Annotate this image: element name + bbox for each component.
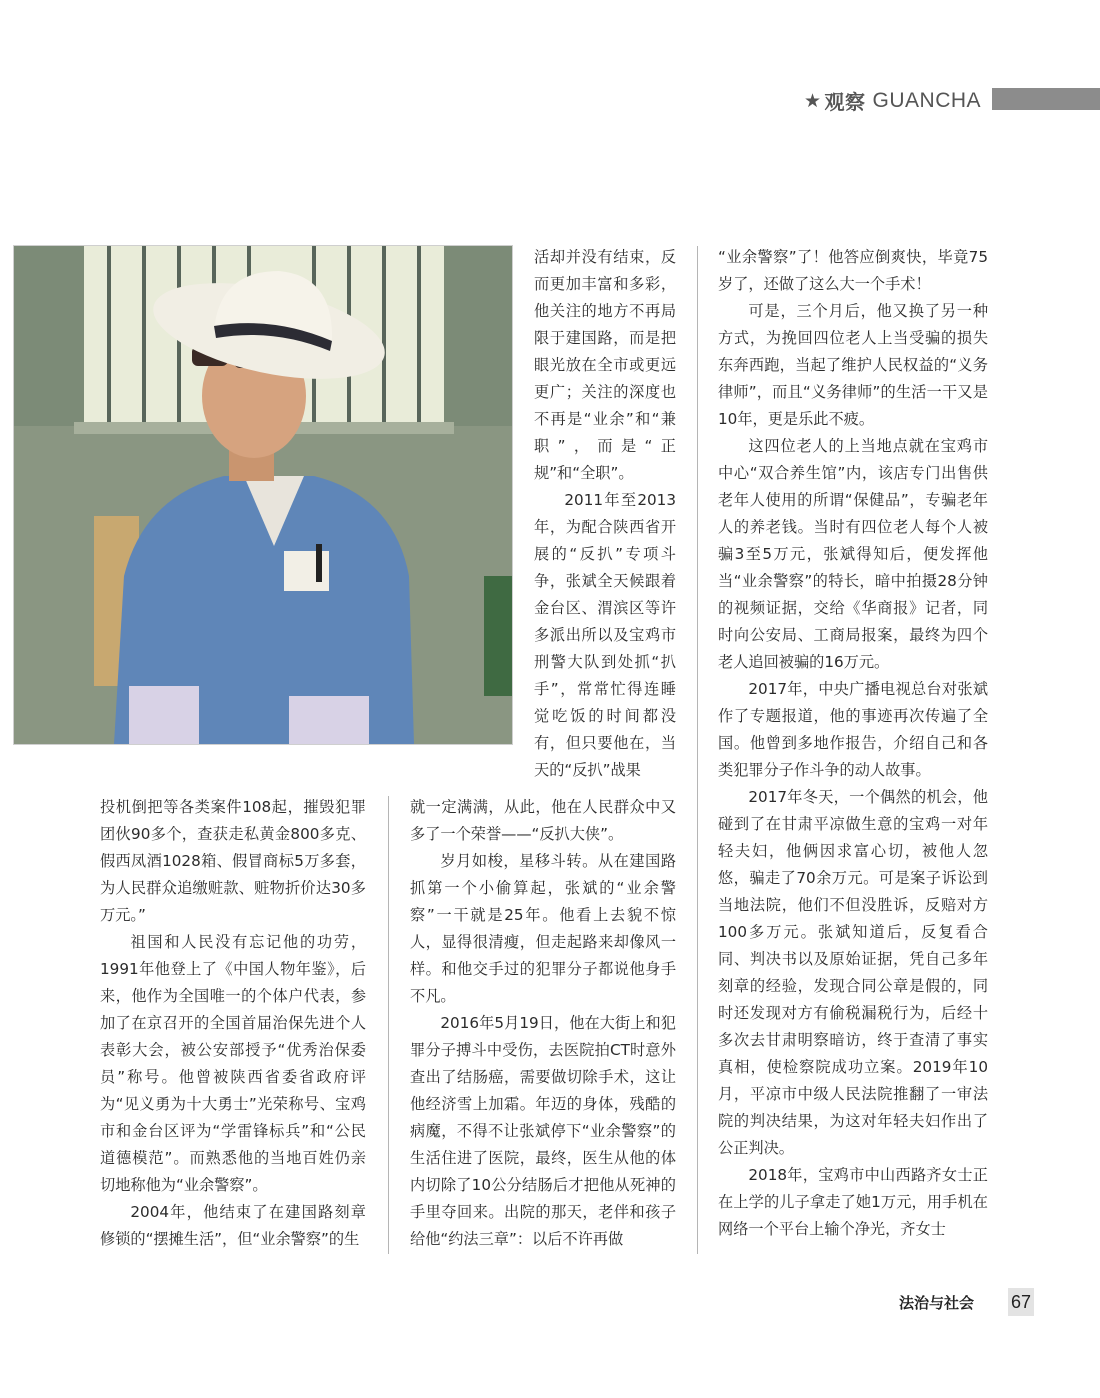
paragraph: 这四位老人的上当地点就在宝鸡市中心“双合养生馆”内，该店专门出售供老年人使用的所谓“保健品”，专骗老年人的养老钱。当时有四位老人每个人被骗3至5万元，张斌得知后，便发挥他当“业余警察”的特长，暗中拍摄28分钟的视频证据，交给《华商报》记者，同时向公安局、工商局报案，最终为四个老人追回被骗的16万元。: [718, 437, 988, 671]
paragraph: 活却并没有结束，反而更加丰富和多彩，他关注的地方不再局限于建国路，而是把眼光放在全市或更远更广；关注的深度也不再是“业余”和“兼职”，而是“正规”和“全职”。: [534, 248, 676, 482]
text-column-left: [100, 794, 366, 1253]
paragraph: 可是，三个月后，他又换了另一种方式，为挽回四位老人上当受骗的损失东奔西跑，当起了维护人民权益的“义务律师”，而且“义务律师”的生活一干又是10年，更是乐此不疲。: [718, 302, 988, 428]
paragraph: 2018年，宝鸡市中山西路齐女士正在上学的儿子拿走了她1万元，用手机在网络一个平台上输个净光，齐女士: [718, 1166, 988, 1238]
header-bar: [992, 88, 1100, 110]
star-icon: ★: [804, 89, 822, 112]
paragraph: 祖国和人民没有忘记他的功劳，1991年他登上了《中国人物年鉴》，后来，他作为全国唯一的个体户代表，参加了在京召开的全国首届治保先进个人表彰大会，被公安部授予“优秀治保委员”称号。他曾被陕西省委省政府评为“见义勇为十大勇士”光荣称号、宝鸡市和金台区评为“学雷锋标兵”和“公民道德模范”。而熟悉他的当地百姓仍亲切地称他为“业余警察”。: [100, 933, 366, 1194]
paragraph: “业余警察”了！他答应倒爽快，毕竟75岁了，还做了这么大一个手术！: [718, 248, 988, 293]
section-title-cn: 观察: [824, 90, 866, 114]
column-divider: [697, 246, 698, 1254]
magazine-name: 法治与社会: [899, 1294, 975, 1312]
paragraph: 2004年，他结束了在建国路刻章修锁的“摆摊生活”，但“业余警察”的生: [100, 1203, 366, 1248]
text-column-right: [718, 244, 988, 1243]
page-number: 67: [1008, 1288, 1034, 1316]
section-title-en: GUANCHA: [872, 88, 982, 112]
paragraph: 就一定满满，从此，他在人民群众中又多了一个荣誉——“反扒大侠”。: [410, 798, 676, 843]
article-photo: [13, 245, 513, 745]
section-header: [804, 86, 981, 115]
text-column-middle-top: [534, 244, 676, 784]
photo-elderly-man-in-white-hat-icon: [14, 246, 512, 744]
paragraph: 2017年冬天，一个偶然的机会，他碰到了在甘肃平凉做生意的宝鸡一对年轻夫妇，他俩因求富心切，被他人忽悠，骗走了70余万元。可是案子诉讼到当地法院，他们不但没胜诉，反赔对方100多万元。张斌知道后，反复看合同、判决书以及原始证据，凭自己多年刻章的经验，发现合同公章是假的，同时还发现对方有偷税漏税行为，后经十多次去甘肃明察暗访，终于查清了事实真相，使检察院成功立案。2019年10月，平凉市中级人民法院推翻了一审法院的判决结果，为这对年轻夫妇作出了公正判决。: [718, 788, 988, 1157]
paragraph: 岁月如梭，星移斗转。从在建国路抓第一个小偷算起，张斌的“业余警察”一干就是25年。他看上去貌不惊人，显得很清瘦，但走起路来却像风一样。和他交手过的犯罪分子都说他身手不凡。: [410, 852, 676, 1005]
column-divider: [388, 796, 389, 1254]
paragraph: 2016年5月19日，他在大街上和犯罪分子搏斗中受伤，去医院拍CT时意外查出了结肠癌，需要做切除手术，这让他经济雪上加霜。年迈的身体，残酷的病魔，不得不让张斌停下“业余警察”的生活住进了医院，最终，医生从他的体内切除了10公分结肠后才把他从死神的手里夺回来。出院的那天，老伴和孩子给他“约法三章”：以后不许再做: [410, 1014, 676, 1248]
paragraph: 2017年，中央广播电视总台对张斌作了专题报道，他的事迹再次传遍了全国。他曾到多地作报告，介绍自己和各类犯罪分子作斗争的动人故事。: [718, 680, 988, 779]
paragraph: 投机倒把等各类案件108起，摧毁犯罪团伙90多个，查获走私黄金800多克、假西凤酒1028箱、假冒商标5万多套，为人民群众追缴赃款、赃物折价达30多万元。”: [100, 798, 366, 924]
text-column-middle-bottom: [410, 794, 676, 1253]
paragraph: 2011年至2013年，为配合陕西省开展的“反扒”专项斗争，张斌全天候跟着金台区、渭滨区等许多派出所以及宝鸡市刑警大队到处抓“扒手”，常常忙得连睡觉吃饭的时间都没有，但只要他在，当天的“反扒”战果: [534, 491, 676, 779]
